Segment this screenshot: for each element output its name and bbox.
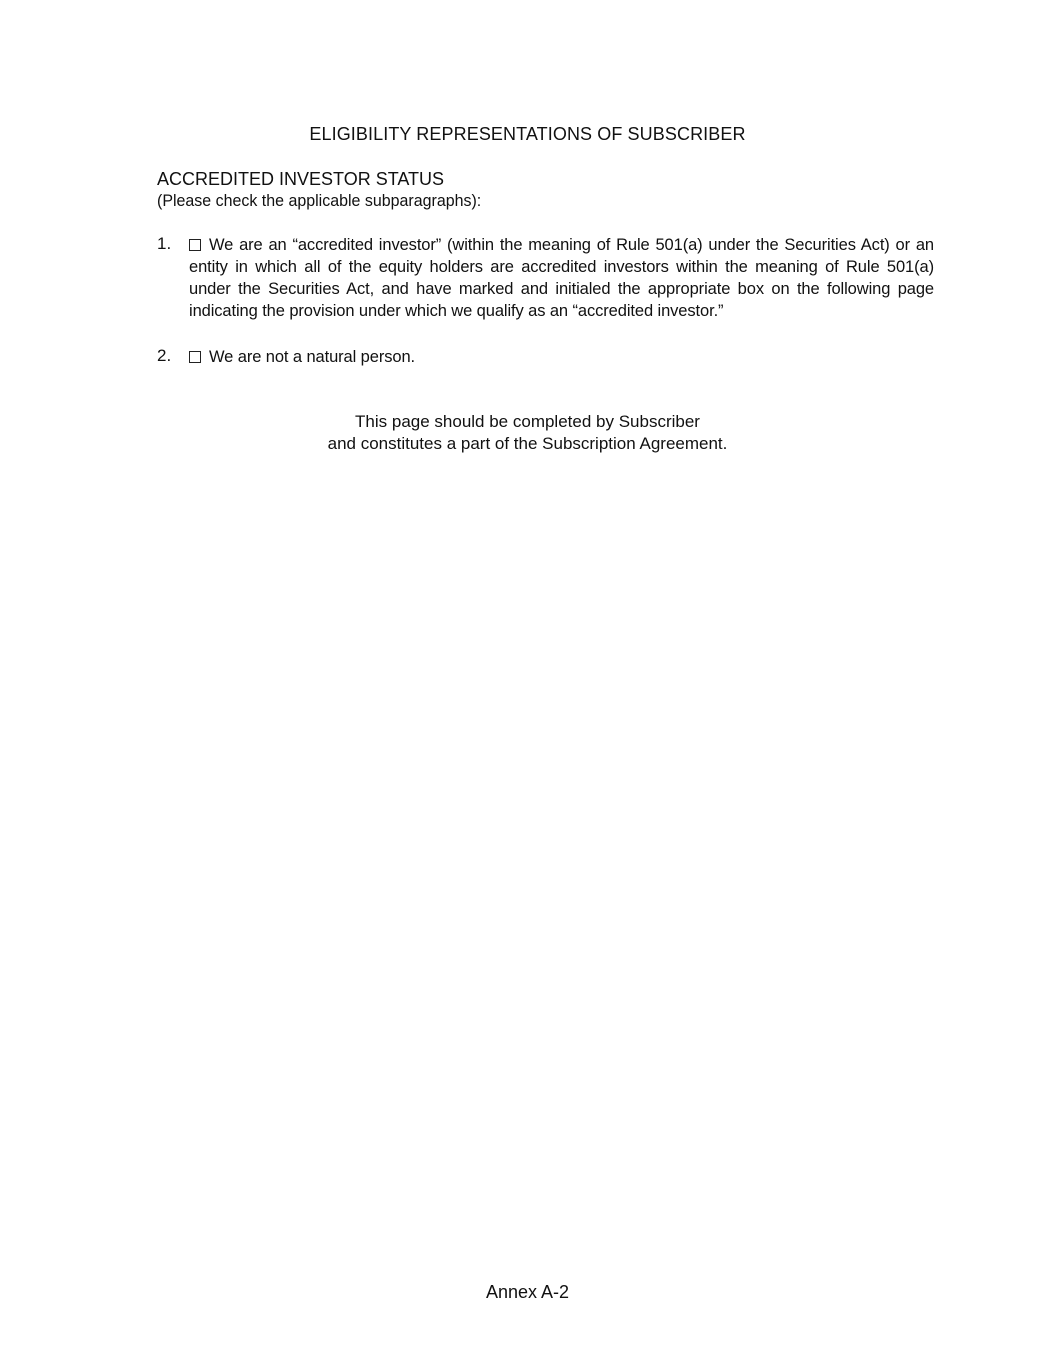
item-text: We are an “accredited investor” (within the meaning of Rule 501(a) under the Securities Act) or an entity in which all of the equity holders are accredited investors within the meaning of Rule 501(a) under the Securities Act, and have marked and initialed the appropriate box on the following page indicating the provision under which we qualify as an “accredited investor.” xyxy=(189,236,934,320)
item-number: 2. xyxy=(157,346,172,365)
item-text: We are not a natural person. xyxy=(209,348,416,366)
accredited-investor-checkbox[interactable] xyxy=(189,239,201,251)
completion-note-line-2: and constitutes a part of the Subscription Agreement. xyxy=(327,434,728,453)
page-title: ELIGIBILITY REPRESENTATIONS OF SUBSCRIBER xyxy=(309,124,746,144)
item-body xyxy=(189,234,934,322)
section-heading: ACCREDITED INVESTOR STATUS xyxy=(157,169,445,189)
item-number: 1. xyxy=(157,234,172,253)
page-footer: Annex A-2 xyxy=(485,1282,570,1302)
section-instruction: (Please check the applicable subparagraphs): xyxy=(157,191,482,210)
item-body xyxy=(189,346,934,368)
not-natural-person-checkbox[interactable] xyxy=(189,351,201,363)
completion-note-line-1: This page should be completed by Subscriber xyxy=(355,412,700,431)
completion-note xyxy=(0,411,1055,455)
